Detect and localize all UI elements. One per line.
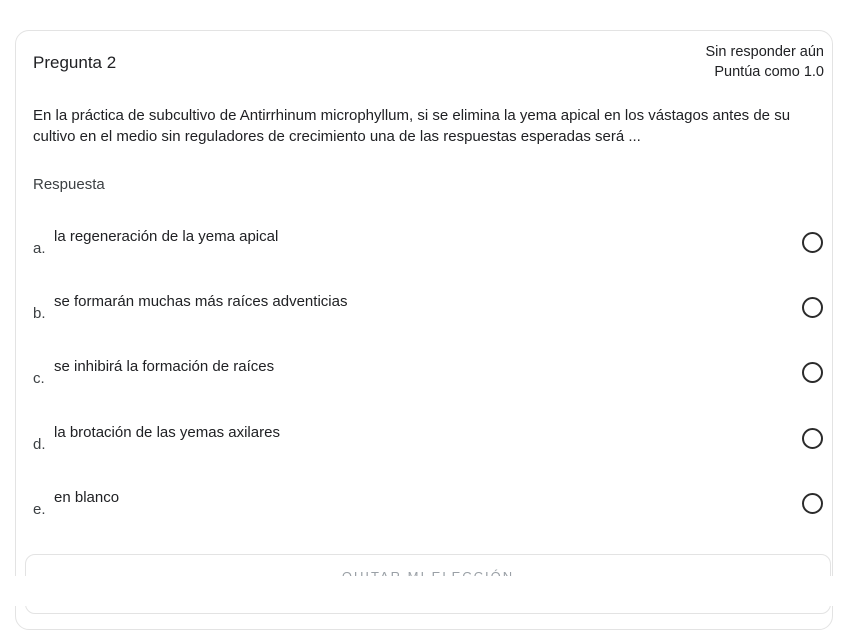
radio-button-c[interactable] [802, 362, 823, 383]
question-title: Pregunta 2 [33, 53, 117, 72]
option-label: en blanco [54, 489, 120, 506]
option-letter: a. [33, 240, 46, 257]
option-letter: e. [33, 501, 46, 518]
radio-button-a[interactable] [802, 232, 823, 253]
option-label: la brotación de las yemas axilares [54, 424, 280, 441]
question-text: En la práctica de subcultivo de Antirrhinum microphyllum, si se elimina la yema apical en los vástagos antes de su cultivo en el medio sin reguladores de crecimiento una de las respuestas esperadas será ... [33, 107, 791, 145]
option-c[interactable] [33, 358, 828, 398]
option-letter: d. [33, 436, 46, 453]
answer-label: Respuesta [33, 176, 105, 193]
option-label: la regeneración de la yema apical [54, 228, 279, 245]
question-status [706, 42, 825, 82]
radio-button-e[interactable] [802, 493, 823, 514]
option-e[interactable] [33, 489, 828, 529]
option-label: se inhibirá la formación de raíces [54, 358, 275, 375]
status-score: Puntúa como 1.0 [714, 64, 824, 80]
question-card [15, 30, 833, 630]
option-d[interactable] [33, 424, 828, 464]
status-unanswered: Sin responder aún [705, 44, 824, 60]
option-a[interactable] [33, 228, 828, 268]
option-letter: c. [33, 370, 45, 387]
option-b[interactable] [33, 293, 828, 333]
option-label: se formarán muchas más raíces adventicias [54, 293, 348, 310]
radio-button-d[interactable] [802, 428, 823, 449]
option-letter: b. [33, 305, 46, 322]
page-bottom-edge [0, 576, 848, 606]
radio-button-b[interactable] [802, 297, 823, 318]
